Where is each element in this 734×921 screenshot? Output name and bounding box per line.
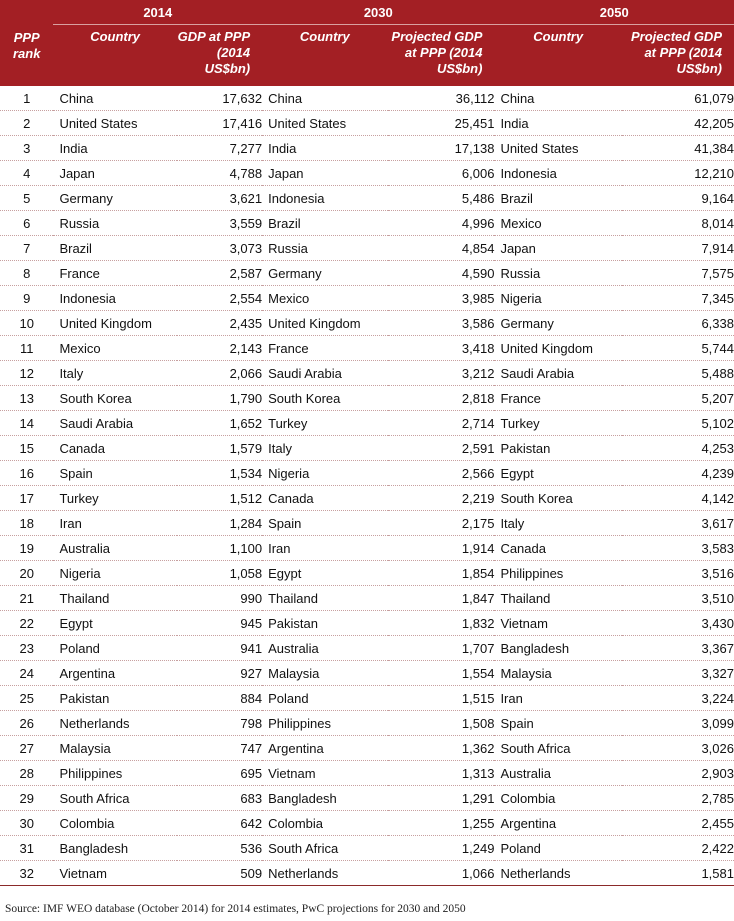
country-2014-cell: Iran bbox=[53, 511, 176, 536]
gdp-2014-cell: 7,277 bbox=[177, 136, 262, 161]
gdp-2030-cell: 1,249 bbox=[388, 836, 495, 861]
gdp-2050-cell: 3,510 bbox=[622, 586, 734, 611]
country-2030-cell: Colombia bbox=[262, 811, 387, 836]
country-2050-cell: Vietnam bbox=[494, 611, 621, 636]
country-2050-cell: Saudi Arabia bbox=[494, 361, 621, 386]
gdp-2030-cell: 1,508 bbox=[388, 711, 495, 736]
country-2014-cell: France bbox=[53, 261, 176, 286]
country-2030-cell: Iran bbox=[262, 536, 387, 561]
country-2030-cell: Russia bbox=[262, 236, 387, 261]
country-2050-cell: Canada bbox=[494, 536, 621, 561]
country-2050-cell: South Africa bbox=[494, 736, 621, 761]
rank-cell: 25 bbox=[0, 686, 53, 711]
country-2030-cell: South Korea bbox=[262, 386, 387, 411]
gdp-2030-cell: 1,914 bbox=[388, 536, 495, 561]
gdp-2050-cell: 2,422 bbox=[622, 836, 734, 861]
gdp-2050-cell: 12,210 bbox=[622, 161, 734, 186]
country-2050-cell: United Kingdom bbox=[494, 336, 621, 361]
rank-cell: 1 bbox=[0, 86, 53, 111]
gdp-2050-cell: 3,224 bbox=[622, 686, 734, 711]
country-2014-cell: Thailand bbox=[53, 586, 176, 611]
country-2014-cell: Mexico bbox=[53, 336, 176, 361]
country-2030-cell: South Africa bbox=[262, 836, 387, 861]
table-row bbox=[0, 461, 734, 486]
gdp-2050-cell: 5,207 bbox=[622, 386, 734, 411]
gdp-2014-cell: 2,587 bbox=[177, 261, 262, 286]
table-row bbox=[0, 686, 734, 711]
gdp-2030-cell: 5,486 bbox=[388, 186, 495, 211]
table-row bbox=[0, 761, 734, 786]
rank-cell: 14 bbox=[0, 411, 53, 436]
country-2050-cell: France bbox=[494, 386, 621, 411]
country-2050-cell: South Korea bbox=[494, 486, 621, 511]
rank-cell: 18 bbox=[0, 511, 53, 536]
table-row bbox=[0, 111, 734, 136]
country-2030-cell: Australia bbox=[262, 636, 387, 661]
country-2030-cell: Turkey bbox=[262, 411, 387, 436]
table-row bbox=[0, 311, 734, 336]
country-2014-cell: Canada bbox=[53, 436, 176, 461]
table-row bbox=[0, 586, 734, 611]
gdp-2050-cell: 2,903 bbox=[622, 761, 734, 786]
country-2030-cell: Thailand bbox=[262, 586, 387, 611]
rank-cell: 23 bbox=[0, 636, 53, 661]
table-row bbox=[0, 261, 734, 286]
country-2050-cell: Thailand bbox=[494, 586, 621, 611]
gdp-2050-cell: 3,327 bbox=[622, 661, 734, 686]
gdp-2014-cell: 1,579 bbox=[177, 436, 262, 461]
gdp-2050-cell: 5,744 bbox=[622, 336, 734, 361]
rank-cell: 6 bbox=[0, 211, 53, 236]
gdp-2050-cell: 3,430 bbox=[622, 611, 734, 636]
country-2050-cell: China bbox=[494, 86, 621, 111]
country-2014-cell: United Kingdom bbox=[53, 311, 176, 336]
rank-cell: 17 bbox=[0, 486, 53, 511]
gdp-2030-cell: 1,832 bbox=[388, 611, 495, 636]
gdp-2030-cell: 3,985 bbox=[388, 286, 495, 311]
country-2014-cell: Netherlands bbox=[53, 711, 176, 736]
gdp-2050-cell: 4,142 bbox=[622, 486, 734, 511]
gdp-2014-cell: 884 bbox=[177, 686, 262, 711]
country-2014-cell: Italy bbox=[53, 361, 176, 386]
rank-cell: 15 bbox=[0, 436, 53, 461]
header-ppp-rank: PPP rank bbox=[0, 0, 53, 86]
gdp-2030-cell: 1,066 bbox=[388, 861, 495, 886]
country-2014-cell: Pakistan bbox=[53, 686, 176, 711]
table-row bbox=[0, 386, 734, 411]
country-2014-cell: Spain bbox=[53, 461, 176, 486]
table-row bbox=[0, 211, 734, 236]
gdp-2050-cell: 42,205 bbox=[622, 111, 734, 136]
rank-cell: 21 bbox=[0, 586, 53, 611]
country-2014-cell: South Korea bbox=[53, 386, 176, 411]
country-2050-cell: Iran bbox=[494, 686, 621, 711]
gdp-2050-cell: 3,617 bbox=[622, 511, 734, 536]
table-row bbox=[0, 711, 734, 736]
table-row bbox=[0, 286, 734, 311]
gdp-2030-cell: 2,566 bbox=[388, 461, 495, 486]
country-2014-cell: China bbox=[53, 86, 176, 111]
gdp-2014-cell: 2,066 bbox=[177, 361, 262, 386]
rank-cell: 4 bbox=[0, 161, 53, 186]
gdp-2050-cell: 4,253 bbox=[622, 436, 734, 461]
country-2050-cell: United States bbox=[494, 136, 621, 161]
gdp-2050-cell: 3,099 bbox=[622, 711, 734, 736]
gdp-2030-cell: 3,212 bbox=[388, 361, 495, 386]
table-row bbox=[0, 236, 734, 261]
source-note: Source: IMF WEO database (October 2014) for 2014 estimates, PwC projections for 2030 and 2050 bbox=[5, 903, 466, 915]
country-2014-cell: Malaysia bbox=[53, 736, 176, 761]
country-2014-cell: Australia bbox=[53, 536, 176, 561]
gdp-2030-cell: 17,138 bbox=[388, 136, 495, 161]
country-2014-cell: Philippines bbox=[53, 761, 176, 786]
gdp-2030-cell: 1,854 bbox=[388, 561, 495, 586]
country-2014-cell: Indonesia bbox=[53, 286, 176, 311]
country-2050-cell: Italy bbox=[494, 511, 621, 536]
header-country-2014: Country bbox=[53, 25, 176, 87]
country-2030-cell: United States bbox=[262, 111, 387, 136]
country-2014-cell: Germany bbox=[53, 186, 176, 211]
country-2030-cell: Poland bbox=[262, 686, 387, 711]
country-2050-cell: Bangladesh bbox=[494, 636, 621, 661]
gdp-2030-cell: 1,707 bbox=[388, 636, 495, 661]
rank-cell: 2 bbox=[0, 111, 53, 136]
rank-cell: 31 bbox=[0, 836, 53, 861]
table-row bbox=[0, 611, 734, 636]
gdp-2030-cell: 1,847 bbox=[388, 586, 495, 611]
country-2050-cell: Australia bbox=[494, 761, 621, 786]
rank-cell: 8 bbox=[0, 261, 53, 286]
header-year-2030: 2030 bbox=[262, 0, 494, 25]
rank-cell: 26 bbox=[0, 711, 53, 736]
country-2014-cell: Vietnam bbox=[53, 861, 176, 886]
table-row bbox=[0, 836, 734, 861]
gdp-2014-cell: 17,632 bbox=[177, 86, 262, 111]
country-2014-cell: Russia bbox=[53, 211, 176, 236]
table-row bbox=[0, 486, 734, 511]
gdp-2014-cell: 509 bbox=[177, 861, 262, 886]
country-2030-cell: Indonesia bbox=[262, 186, 387, 211]
gdp-2050-cell: 3,516 bbox=[622, 561, 734, 586]
table-row bbox=[0, 736, 734, 761]
country-2050-cell: Brazil bbox=[494, 186, 621, 211]
country-2014-cell: Egypt bbox=[53, 611, 176, 636]
header-country-2050: Country bbox=[494, 25, 621, 87]
gdp-2030-cell: 4,854 bbox=[388, 236, 495, 261]
country-2050-cell: Philippines bbox=[494, 561, 621, 586]
rank-cell: 32 bbox=[0, 861, 53, 886]
gdp-2030-cell: 1,255 bbox=[388, 811, 495, 836]
country-2050-cell: Germany bbox=[494, 311, 621, 336]
gdp-2030-cell: 1,313 bbox=[388, 761, 495, 786]
country-2030-cell: Spain bbox=[262, 511, 387, 536]
rank-cell: 3 bbox=[0, 136, 53, 161]
country-2050-cell: Netherlands bbox=[494, 861, 621, 886]
rank-cell: 22 bbox=[0, 611, 53, 636]
gdp-2050-cell: 41,384 bbox=[622, 136, 734, 161]
rank-cell: 27 bbox=[0, 736, 53, 761]
gdp-2030-cell: 3,586 bbox=[388, 311, 495, 336]
gdp-2050-cell: 2,785 bbox=[622, 786, 734, 811]
country-2014-cell: Colombia bbox=[53, 811, 176, 836]
gdp-2050-cell: 1,581 bbox=[622, 861, 734, 886]
country-2030-cell: Brazil bbox=[262, 211, 387, 236]
country-2050-cell: Egypt bbox=[494, 461, 621, 486]
gdp-2014-cell: 1,284 bbox=[177, 511, 262, 536]
gdp-2014-cell: 990 bbox=[177, 586, 262, 611]
gdp-2030-cell: 2,175 bbox=[388, 511, 495, 536]
country-2030-cell: Egypt bbox=[262, 561, 387, 586]
gdp-2014-cell: 2,554 bbox=[177, 286, 262, 311]
header-gdp-2030: Projected GDP at PPP (2014 US$bn) bbox=[388, 25, 495, 87]
country-2014-cell: India bbox=[53, 136, 176, 161]
country-2030-cell: Nigeria bbox=[262, 461, 387, 486]
gdp-2014-cell: 1,512 bbox=[177, 486, 262, 511]
header-country-2030: Country bbox=[262, 25, 387, 87]
rank-cell: 10 bbox=[0, 311, 53, 336]
gdp-2014-cell: 3,073 bbox=[177, 236, 262, 261]
table-row bbox=[0, 336, 734, 361]
gdp-2050-cell: 5,488 bbox=[622, 361, 734, 386]
country-2030-cell: Italy bbox=[262, 436, 387, 461]
table-body bbox=[0, 86, 734, 886]
country-2050-cell: Turkey bbox=[494, 411, 621, 436]
gdp-2014-cell: 2,143 bbox=[177, 336, 262, 361]
country-2030-cell: India bbox=[262, 136, 387, 161]
country-2050-cell: Mexico bbox=[494, 211, 621, 236]
country-2014-cell: Turkey bbox=[53, 486, 176, 511]
gdp-2050-cell: 9,164 bbox=[622, 186, 734, 211]
gdp-2014-cell: 1,100 bbox=[177, 536, 262, 561]
country-2014-cell: Saudi Arabia bbox=[53, 411, 176, 436]
country-2014-cell: United States bbox=[53, 111, 176, 136]
gdp-2014-cell: 683 bbox=[177, 786, 262, 811]
table-row bbox=[0, 661, 734, 686]
rank-cell: 16 bbox=[0, 461, 53, 486]
gdp-2050-cell: 7,575 bbox=[622, 261, 734, 286]
table-row bbox=[0, 786, 734, 811]
gdp-2030-cell: 3,418 bbox=[388, 336, 495, 361]
gdp-2050-cell: 3,367 bbox=[622, 636, 734, 661]
gdp-2014-cell: 17,416 bbox=[177, 111, 262, 136]
gdp-2050-cell: 7,914 bbox=[622, 236, 734, 261]
table-row bbox=[0, 861, 734, 886]
gdp-2014-cell: 927 bbox=[177, 661, 262, 686]
gdp-2014-cell: 4,788 bbox=[177, 161, 262, 186]
rank-cell: 5 bbox=[0, 186, 53, 211]
country-2030-cell: France bbox=[262, 336, 387, 361]
country-2030-cell: Netherlands bbox=[262, 861, 387, 886]
gdp-2030-cell: 1,554 bbox=[388, 661, 495, 686]
gdp-2030-cell: 1,291 bbox=[388, 786, 495, 811]
gdp-2030-cell: 36,112 bbox=[388, 86, 495, 111]
country-2050-cell: Colombia bbox=[494, 786, 621, 811]
gdp-2030-cell: 1,515 bbox=[388, 686, 495, 711]
gdp-2014-cell: 1,534 bbox=[177, 461, 262, 486]
header-gdp-2014: GDP at PPP (2014 US$bn) bbox=[177, 25, 262, 87]
gdp-2030-cell: 2,219 bbox=[388, 486, 495, 511]
gdp-2030-cell: 6,006 bbox=[388, 161, 495, 186]
country-2030-cell: Germany bbox=[262, 261, 387, 286]
gdp-2014-cell: 747 bbox=[177, 736, 262, 761]
gdp-2050-cell: 6,338 bbox=[622, 311, 734, 336]
table-row bbox=[0, 436, 734, 461]
table-row bbox=[0, 186, 734, 211]
table-row bbox=[0, 411, 734, 436]
gdp-2030-cell: 4,996 bbox=[388, 211, 495, 236]
table-row bbox=[0, 811, 734, 836]
country-2030-cell: Bangladesh bbox=[262, 786, 387, 811]
rank-cell: 29 bbox=[0, 786, 53, 811]
country-2030-cell: Malaysia bbox=[262, 661, 387, 686]
gdp-2014-cell: 1,652 bbox=[177, 411, 262, 436]
country-2030-cell: Mexico bbox=[262, 286, 387, 311]
header-year-2050: 2050 bbox=[494, 0, 734, 25]
gdp-2050-cell: 7,345 bbox=[622, 286, 734, 311]
country-2050-cell: Poland bbox=[494, 836, 621, 861]
rank-cell: 30 bbox=[0, 811, 53, 836]
gdp-2014-cell: 1,058 bbox=[177, 561, 262, 586]
gdp-2050-cell: 3,583 bbox=[622, 536, 734, 561]
rank-cell: 24 bbox=[0, 661, 53, 686]
country-2050-cell: Spain bbox=[494, 711, 621, 736]
gdp-2030-cell: 4,590 bbox=[388, 261, 495, 286]
table-row bbox=[0, 361, 734, 386]
country-2014-cell: Argentina bbox=[53, 661, 176, 686]
rank-cell: 11 bbox=[0, 336, 53, 361]
country-2030-cell: Vietnam bbox=[262, 761, 387, 786]
country-2050-cell: Argentina bbox=[494, 811, 621, 836]
country-2014-cell: Nigeria bbox=[53, 561, 176, 586]
gdp-2050-cell: 61,079 bbox=[622, 86, 734, 111]
gdp-2030-cell: 1,362 bbox=[388, 736, 495, 761]
gdp-2030-cell: 2,591 bbox=[388, 436, 495, 461]
header-year-2014: 2014 bbox=[53, 0, 262, 25]
gdp-2014-cell: 695 bbox=[177, 761, 262, 786]
rank-cell: 19 bbox=[0, 536, 53, 561]
rank-cell: 7 bbox=[0, 236, 53, 261]
country-2030-cell: Japan bbox=[262, 161, 387, 186]
gdp-2014-cell: 945 bbox=[177, 611, 262, 636]
country-2050-cell: Russia bbox=[494, 261, 621, 286]
country-2014-cell: Poland bbox=[53, 636, 176, 661]
rank-cell: 13 bbox=[0, 386, 53, 411]
rank-cell: 20 bbox=[0, 561, 53, 586]
gdp-2014-cell: 536 bbox=[177, 836, 262, 861]
country-2014-cell: South Africa bbox=[53, 786, 176, 811]
gdp-2014-cell: 3,559 bbox=[177, 211, 262, 236]
country-2050-cell: Japan bbox=[494, 236, 621, 261]
country-2050-cell: Pakistan bbox=[494, 436, 621, 461]
gdp-2014-cell: 1,790 bbox=[177, 386, 262, 411]
gdp-2050-cell: 8,014 bbox=[622, 211, 734, 236]
gdp-2014-cell: 798 bbox=[177, 711, 262, 736]
country-2030-cell: China bbox=[262, 86, 387, 111]
country-2030-cell: Canada bbox=[262, 486, 387, 511]
rank-cell: 28 bbox=[0, 761, 53, 786]
gdp-2030-cell: 2,714 bbox=[388, 411, 495, 436]
gdp-2050-cell: 5,102 bbox=[622, 411, 734, 436]
country-2014-cell: Japan bbox=[53, 161, 176, 186]
gdp-2050-cell: 2,455 bbox=[622, 811, 734, 836]
country-2014-cell: Brazil bbox=[53, 236, 176, 261]
gdp-2014-cell: 941 bbox=[177, 636, 262, 661]
table-row bbox=[0, 636, 734, 661]
table-row bbox=[0, 136, 734, 161]
gdp-2014-cell: 2,435 bbox=[177, 311, 262, 336]
country-2030-cell: United Kingdom bbox=[262, 311, 387, 336]
country-2030-cell: Argentina bbox=[262, 736, 387, 761]
gdp-2030-cell: 25,451 bbox=[388, 111, 495, 136]
header-gdp-2050: Projected GDP at PPP (2014 US$bn) bbox=[622, 25, 734, 87]
gdp-2050-cell: 4,239 bbox=[622, 461, 734, 486]
country-2050-cell: Nigeria bbox=[494, 286, 621, 311]
country-2030-cell: Saudi Arabia bbox=[262, 361, 387, 386]
table-row bbox=[0, 536, 734, 561]
rank-cell: 9 bbox=[0, 286, 53, 311]
country-2030-cell: Pakistan bbox=[262, 611, 387, 636]
table-row bbox=[0, 161, 734, 186]
country-2030-cell: Philippines bbox=[262, 711, 387, 736]
table-row bbox=[0, 86, 734, 111]
country-2014-cell: Bangladesh bbox=[53, 836, 176, 861]
table-row bbox=[0, 511, 734, 536]
gdp-2050-cell: 3,026 bbox=[622, 736, 734, 761]
gdp-2014-cell: 642 bbox=[177, 811, 262, 836]
gdp-2014-cell: 3,621 bbox=[177, 186, 262, 211]
rank-cell: 12 bbox=[0, 361, 53, 386]
country-2050-cell: India bbox=[494, 111, 621, 136]
table-row bbox=[0, 561, 734, 586]
country-2050-cell: Malaysia bbox=[494, 661, 621, 686]
gdp-2030-cell: 2,818 bbox=[388, 386, 495, 411]
country-2050-cell: Indonesia bbox=[494, 161, 621, 186]
